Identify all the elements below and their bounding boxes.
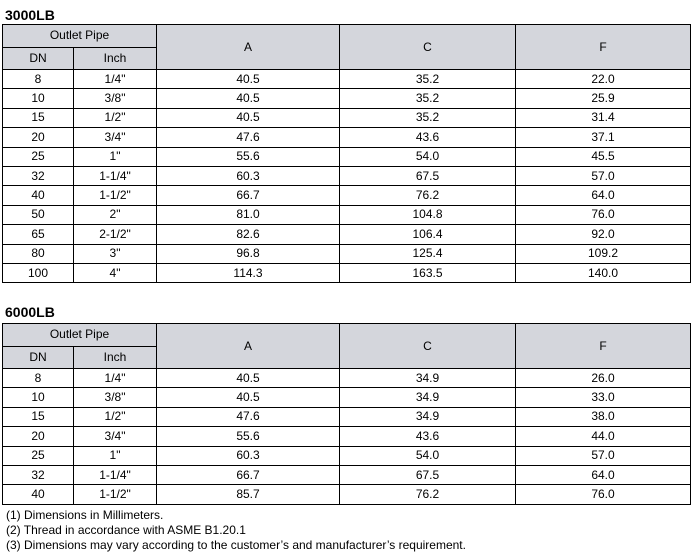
header-c: C xyxy=(340,324,516,369)
cell-a: 47.6 xyxy=(157,128,340,147)
cell-inch: 3/4" xyxy=(74,427,157,446)
cell-a: 81.0 xyxy=(157,205,340,224)
cell-c: 106.4 xyxy=(340,225,516,244)
cell-inch: 2" xyxy=(74,205,157,224)
cell-dn: 65 xyxy=(3,225,74,244)
header-c: C xyxy=(340,25,516,70)
table-row xyxy=(3,147,691,166)
cell-inch: 4" xyxy=(74,263,157,282)
cell-dn: 15 xyxy=(3,407,74,426)
cell-a: 114.3 xyxy=(157,263,340,282)
cell-a: 40.5 xyxy=(157,89,340,108)
cell-dn: 80 xyxy=(3,244,74,263)
cell-dn: 25 xyxy=(3,147,74,166)
table-row xyxy=(3,128,691,147)
cell-dn: 40 xyxy=(3,186,74,205)
cell-dn: 25 xyxy=(3,446,74,465)
cell-a: 40.5 xyxy=(157,388,340,407)
table-row xyxy=(3,70,691,89)
table-row xyxy=(3,485,691,504)
footnote: (1) Dimensions in Millimeters. xyxy=(6,508,164,522)
table-row xyxy=(3,427,691,446)
cell-c: 67.5 xyxy=(340,166,516,185)
cell-f: 109.2 xyxy=(516,244,691,263)
header-a: A xyxy=(157,25,340,70)
cell-dn: 32 xyxy=(3,465,74,484)
cell-c: 35.2 xyxy=(340,70,516,89)
table-row xyxy=(3,244,691,263)
cell-dn: 10 xyxy=(3,89,74,108)
table-row xyxy=(3,369,691,388)
cell-c: 43.6 xyxy=(340,128,516,147)
cell-c: 54.0 xyxy=(340,147,516,166)
cell-c: 34.9 xyxy=(340,369,516,388)
cell-a: 40.5 xyxy=(157,369,340,388)
cell-dn: 15 xyxy=(3,108,74,127)
cell-c: 34.9 xyxy=(340,407,516,426)
cell-inch: 1/4" xyxy=(74,70,157,89)
cell-inch: 1-1/2" xyxy=(74,186,157,205)
cell-f: 64.0 xyxy=(516,465,691,484)
cell-c: 104.8 xyxy=(340,205,516,224)
cell-c: 163.5 xyxy=(340,263,516,282)
cell-inch: 1" xyxy=(74,147,157,166)
table-row xyxy=(3,263,691,282)
cell-c: 54.0 xyxy=(340,446,516,465)
header-dn: DN xyxy=(3,47,74,70)
header-inch: Inch xyxy=(74,346,157,369)
cell-f: 26.0 xyxy=(516,369,691,388)
cell-f: 45.5 xyxy=(516,147,691,166)
cell-inch: 1/2" xyxy=(74,108,157,127)
cell-c: 76.2 xyxy=(340,186,516,205)
cell-inch: 3/8" xyxy=(74,89,157,108)
header-f: F xyxy=(516,324,691,369)
cell-c: 35.2 xyxy=(340,89,516,108)
cell-dn: 40 xyxy=(3,485,74,504)
footnote: (3) Dimensions may vary according to the customer’s and manufacturer’s requirement. xyxy=(6,538,466,552)
cell-inch: 1-1/4" xyxy=(74,166,157,185)
cell-inch: 1/4" xyxy=(74,369,157,388)
table-row xyxy=(3,225,691,244)
cell-f: 64.0 xyxy=(516,186,691,205)
cell-f: 25.9 xyxy=(516,89,691,108)
cell-f: 22.0 xyxy=(516,70,691,89)
header-f: F xyxy=(516,25,691,70)
cell-f: 76.0 xyxy=(516,485,691,504)
table-row xyxy=(3,186,691,205)
cell-dn: 20 xyxy=(3,427,74,446)
cell-inch: 1" xyxy=(74,446,157,465)
cell-a: 47.6 xyxy=(157,407,340,426)
cell-f: 44.0 xyxy=(516,427,691,446)
table-row xyxy=(3,205,691,224)
cell-a: 66.7 xyxy=(157,186,340,205)
cell-inch: 1/2" xyxy=(74,407,157,426)
table-row xyxy=(3,388,691,407)
cell-a: 55.6 xyxy=(157,147,340,166)
cell-inch: 3/4" xyxy=(74,128,157,147)
section-title-6000lb: 6000LB xyxy=(5,304,55,320)
cell-dn: 32 xyxy=(3,166,74,185)
cell-f: 140.0 xyxy=(516,263,691,282)
footnote: (2) Thread in accordance with ASME B1.20.1 xyxy=(6,523,246,537)
cell-inch: 1-1/2" xyxy=(74,485,157,504)
cell-dn: 100 xyxy=(3,263,74,282)
header-inch: Inch xyxy=(74,47,157,70)
table-row xyxy=(3,465,691,484)
cell-a: 40.5 xyxy=(157,70,340,89)
cell-a: 60.3 xyxy=(157,446,340,465)
cell-c: 35.2 xyxy=(340,108,516,127)
cell-a: 40.5 xyxy=(157,108,340,127)
cell-f: 38.0 xyxy=(516,407,691,426)
table-row xyxy=(3,407,691,426)
cell-c: 76.2 xyxy=(340,485,516,504)
cell-c: 67.5 xyxy=(340,465,516,484)
cell-f: 31.4 xyxy=(516,108,691,127)
cell-f: 57.0 xyxy=(516,166,691,185)
cell-dn: 8 xyxy=(3,369,74,388)
cell-inch: 3" xyxy=(74,244,157,263)
cell-a: 82.6 xyxy=(157,225,340,244)
cell-dn: 20 xyxy=(3,128,74,147)
cell-a: 60.3 xyxy=(157,166,340,185)
header-dn: DN xyxy=(3,346,74,369)
cell-c: 34.9 xyxy=(340,388,516,407)
cell-c: 125.4 xyxy=(340,244,516,263)
cell-inch: 3/8" xyxy=(74,388,157,407)
table-row xyxy=(3,89,691,108)
header-outlet-pipe: Outlet Pipe xyxy=(3,324,157,347)
header-outlet-pipe: Outlet Pipe xyxy=(3,25,157,48)
cell-a: 85.7 xyxy=(157,485,340,504)
dimension-table-3000lb xyxy=(2,24,691,283)
table-row xyxy=(3,108,691,127)
cell-f: 92.0 xyxy=(516,225,691,244)
cell-f: 37.1 xyxy=(516,128,691,147)
cell-a: 55.6 xyxy=(157,427,340,446)
footnotes xyxy=(6,508,466,553)
cell-dn: 10 xyxy=(3,388,74,407)
table-row xyxy=(3,446,691,465)
cell-dn: 50 xyxy=(3,205,74,224)
cell-dn: 8 xyxy=(3,70,74,89)
cell-inch: 2-1/2" xyxy=(74,225,157,244)
cell-f: 76.0 xyxy=(516,205,691,224)
header-a: A xyxy=(157,324,340,369)
section-title-3000lb: 3000LB xyxy=(5,7,55,23)
cell-inch: 1-1/4" xyxy=(74,465,157,484)
cell-a: 66.7 xyxy=(157,465,340,484)
cell-c: 43.6 xyxy=(340,427,516,446)
cell-f: 33.0 xyxy=(516,388,691,407)
cell-a: 96.8 xyxy=(157,244,340,263)
dimension-table-6000lb xyxy=(2,323,691,505)
cell-f: 57.0 xyxy=(516,446,691,465)
table-row xyxy=(3,166,691,185)
